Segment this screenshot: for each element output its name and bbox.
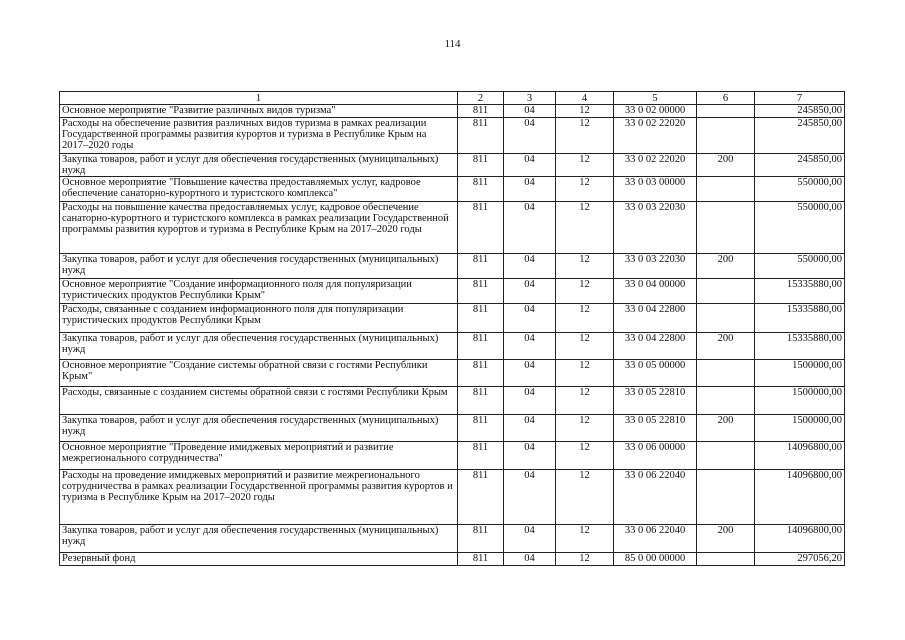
subsection-code: 12 — [556, 553, 614, 566]
ministry-code: 811 — [458, 254, 504, 279]
amount: 245850,00 — [755, 154, 845, 177]
subsection-code: 12 — [556, 254, 614, 279]
target-article-code: 33 0 02 00000 — [614, 105, 697, 118]
amount: 14096800,00 — [755, 442, 845, 470]
subsection-code: 12 — [556, 202, 614, 254]
ministry-code: 811 — [458, 442, 504, 470]
table-row — [60, 525, 845, 553]
section-code: 04 — [504, 202, 556, 254]
ministry-code: 811 — [458, 279, 504, 304]
table-row — [60, 279, 845, 304]
expense-name: Закупка товаров, работ и услуг для обеспечения государственных (муниципальных) нужд — [60, 154, 458, 177]
ministry-code: 811 — [458, 525, 504, 553]
section-code: 04 — [504, 105, 556, 118]
expense-type-code — [697, 360, 755, 387]
expense-type-code — [697, 553, 755, 566]
section-code: 04 — [504, 177, 556, 202]
amount: 15335880,00 — [755, 304, 845, 333]
section-code: 04 — [504, 254, 556, 279]
target-article-code: 33 0 05 22810 — [614, 415, 697, 442]
table-row — [60, 470, 845, 525]
table-body — [60, 105, 845, 566]
amount: 14096800,00 — [755, 525, 845, 553]
amount: 1500000,00 — [755, 415, 845, 442]
amount: 550000,00 — [755, 177, 845, 202]
section-code: 04 — [504, 118, 556, 154]
section-code: 04 — [504, 360, 556, 387]
table-row — [60, 442, 845, 470]
column-header: 5 — [614, 92, 697, 105]
expense-type-code — [697, 470, 755, 525]
expense-name: Расходы на повышение качества предоставляемых услуг, кадровое обеспечение санаторно-курортного и туристского комплекса в рамках реализации Государственной программы развития курортов и туризма в Республике Крым на 2017–2020 годы — [60, 202, 458, 254]
table-row — [60, 415, 845, 442]
table-row — [60, 254, 845, 279]
subsection-code: 12 — [556, 360, 614, 387]
section-code: 04 — [504, 470, 556, 525]
subsection-code: 12 — [556, 333, 614, 360]
subsection-code: 12 — [556, 304, 614, 333]
ministry-code: 811 — [458, 105, 504, 118]
column-header: 1 — [60, 92, 458, 105]
ministry-code: 811 — [458, 553, 504, 566]
table-row — [60, 553, 845, 566]
table-row — [60, 202, 845, 254]
expense-name: Основное мероприятие "Развитие различных видов туризма" — [60, 105, 458, 118]
expense-type-code — [697, 202, 755, 254]
table-row — [60, 304, 845, 333]
expense-name: Закупка товаров, работ и услуг для обеспечения государственных (муниципальных) нужд — [60, 333, 458, 360]
amount: 550000,00 — [755, 202, 845, 254]
target-article-code: 85 0 00 00000 — [614, 553, 697, 566]
section-code: 04 — [504, 333, 556, 360]
ministry-code: 811 — [458, 118, 504, 154]
ministry-code: 811 — [458, 333, 504, 360]
target-article-code: 33 0 02 22020 — [614, 118, 697, 154]
table-row — [60, 118, 845, 154]
column-header: 7 — [755, 92, 845, 105]
section-code: 04 — [504, 415, 556, 442]
ministry-code: 811 — [458, 202, 504, 254]
subsection-code: 12 — [556, 177, 614, 202]
amount: 1500000,00 — [755, 387, 845, 415]
target-article-code: 33 0 06 22040 — [614, 470, 697, 525]
table-row — [60, 333, 845, 360]
expense-type-code — [697, 304, 755, 333]
column-header: 6 — [697, 92, 755, 105]
expense-type-code: 200 — [697, 154, 755, 177]
target-article-code: 33 0 02 22020 — [614, 154, 697, 177]
section-code: 04 — [504, 553, 556, 566]
target-article-code: 33 0 04 00000 — [614, 279, 697, 304]
target-article-code: 33 0 06 22040 — [614, 525, 697, 553]
amount: 297056,20 — [755, 553, 845, 566]
amount: 245850,00 — [755, 105, 845, 118]
target-article-code: 33 0 05 22810 — [614, 387, 697, 415]
subsection-code: 12 — [556, 470, 614, 525]
table-row — [60, 177, 845, 202]
amount: 245850,00 — [755, 118, 845, 154]
amount: 14096800,00 — [755, 470, 845, 525]
column-header: 2 — [458, 92, 504, 105]
expense-name: Закупка товаров, работ и услуг для обеспечения государственных (муниципальных) нужд — [60, 525, 458, 553]
subsection-code: 12 — [556, 525, 614, 553]
target-article-code: 33 0 03 22030 — [614, 254, 697, 279]
target-article-code: 33 0 04 22800 — [614, 304, 697, 333]
expense-type-code — [697, 105, 755, 118]
ministry-code: 811 — [458, 304, 504, 333]
expense-type-code — [697, 442, 755, 470]
expense-type-code: 200 — [697, 415, 755, 442]
ministry-code: 811 — [458, 470, 504, 525]
ministry-code: 811 — [458, 177, 504, 202]
table-row — [60, 360, 845, 387]
subsection-code: 12 — [556, 387, 614, 415]
expense-name: Основное мероприятие "Проведение имиджевых мероприятий и развитие межрегионального сотрудничества" — [60, 442, 458, 470]
ministry-code: 811 — [458, 360, 504, 387]
expense-name: Основное мероприятие "Создание информационного поля для популяризации туристических продуктов Республики Крым" — [60, 279, 458, 304]
table-row — [60, 387, 845, 415]
amount: 550000,00 — [755, 254, 845, 279]
expense-name: Закупка товаров, работ и услуг для обеспечения государственных (муниципальных) нужд — [60, 254, 458, 279]
target-article-code: 33 0 03 00000 — [614, 177, 697, 202]
subsection-code: 12 — [556, 105, 614, 118]
table-row — [60, 154, 845, 177]
expense-name: Резервный фонд — [60, 553, 458, 566]
subsection-code: 12 — [556, 442, 614, 470]
page-number: 114 — [444, 38, 461, 50]
amount: 1500000,00 — [755, 360, 845, 387]
table-row — [60, 105, 845, 118]
expense-type-code: 200 — [697, 525, 755, 553]
section-code: 04 — [504, 442, 556, 470]
amount: 15335880,00 — [755, 279, 845, 304]
target-article-code: 33 0 03 22030 — [614, 202, 697, 254]
ministry-code: 811 — [458, 387, 504, 415]
ministry-code: 811 — [458, 154, 504, 177]
table-header-row — [60, 92, 845, 105]
expense-type-code: 200 — [697, 254, 755, 279]
expense-type-code — [697, 118, 755, 154]
expense-type-code — [697, 387, 755, 415]
subsection-code: 12 — [556, 154, 614, 177]
budget-table — [59, 91, 845, 566]
expense-type-code: 200 — [697, 333, 755, 360]
column-header: 3 — [504, 92, 556, 105]
expense-name: Основное мероприятие "Повышение качества предоставляемых услуг, кадровое обеспечение санаторно-курортного и туристского комплекса" — [60, 177, 458, 202]
section-code: 04 — [504, 279, 556, 304]
target-article-code: 33 0 04 22800 — [614, 333, 697, 360]
expense-name: Расходы на проведение имиджевых мероприятий и развитие межрегионального сотрудничества в рамках реализации Государственной программы развития курортов и туризма в Республике Крым на 2017–2020 годы — [60, 470, 458, 525]
expense-name: Расходы, связанные с созданием системы обратной связи с гостями Республики Крым — [60, 387, 458, 415]
expense-name: Закупка товаров, работ и услуг для обеспечения государственных (муниципальных) нужд — [60, 415, 458, 442]
expense-name: Расходы, связанные с созданием информационного поля для популяризации туристических продуктов Республики Крым — [60, 304, 458, 333]
target-article-code: 33 0 05 00000 — [614, 360, 697, 387]
section-code: 04 — [504, 154, 556, 177]
expense-type-code — [697, 177, 755, 202]
section-code: 04 — [504, 304, 556, 333]
column-header: 4 — [556, 92, 614, 105]
section-code: 04 — [504, 525, 556, 553]
section-code: 04 — [504, 387, 556, 415]
amount: 15335880,00 — [755, 333, 845, 360]
expense-name: Основное мероприятие "Создание системы обратной связи с гостями Республики Крым" — [60, 360, 458, 387]
expense-type-code — [697, 279, 755, 304]
subsection-code: 12 — [556, 118, 614, 154]
expense-name: Расходы на обеспечение развития различных видов туризма в рамках реализации Государственной программы развития курортов и туризма в Республике Крым на 2017–2020 годы — [60, 118, 458, 154]
ministry-code: 811 — [458, 415, 504, 442]
target-article-code: 33 0 06 00000 — [614, 442, 697, 470]
subsection-code: 12 — [556, 415, 614, 442]
subsection-code: 12 — [556, 279, 614, 304]
